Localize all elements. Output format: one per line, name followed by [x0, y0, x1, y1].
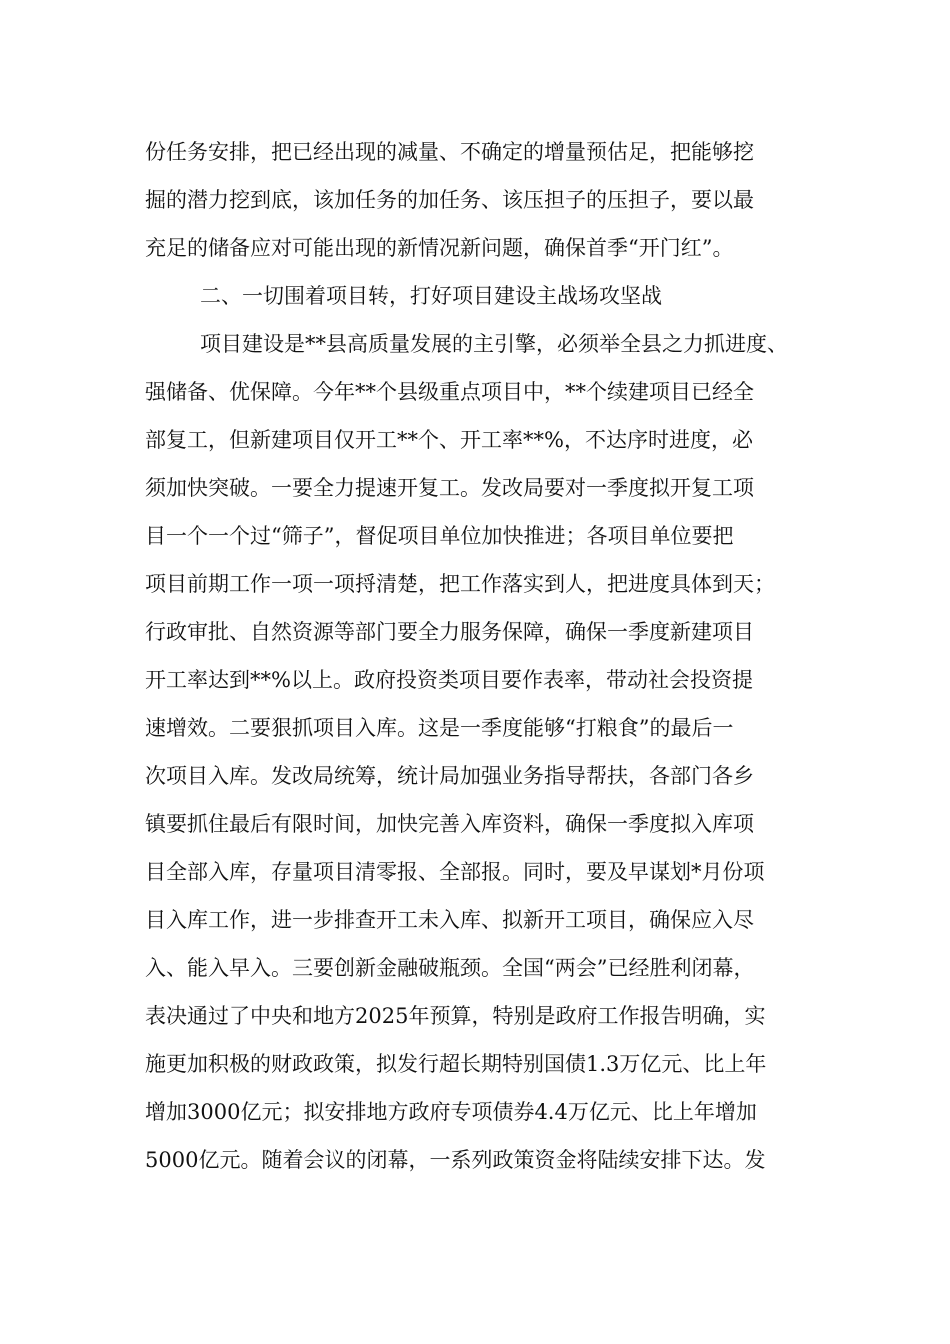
text-line: 5000亿元。随着会议的闭幕，一系列政策资金将陆续安排下达。发	[145, 1148, 766, 1172]
text-line: 项目前期工作一项一项捋清楚，把工作落实到人，把进度具体到天；	[145, 572, 775, 596]
text-line: 掘的潜力挖到底，该加任务的加任务、该压担子的压担子，要以最	[145, 188, 754, 212]
text-line: 增加3000亿元；拟安排地方政府专项债券4.4万亿元、比上年增加	[145, 1100, 757, 1124]
text-line: 速增效。二要狠抓项目入库。这是一季度能够“打粮食”的最后一	[145, 716, 734, 740]
text-line: 开工率达到**%以上。政府投资类项目要作表率，带动社会投资提	[145, 668, 753, 692]
text-line: 入、能入早入。三要创新金融破瓶颈。全国“两会”已经胜利闭幕，	[145, 956, 755, 980]
text-line: 次项目入库。发改局统筹，统计局加强业务指导帮扶，各部门各乡	[145, 764, 754, 788]
text-line: 份任务安排，把已经出现的减量、不确定的增量预估足，把能够挖	[145, 140, 754, 164]
text-line: 目入库工作，进一步排查开工未入库、拟新开工项目，确保应入尽	[145, 908, 754, 932]
text-line: 部复工，但新建项目仅开工**个、开工率**%，不达序时进度，必	[145, 428, 753, 452]
text-line: 施更加积极的财政政策，拟发行超长期特别国债1.3万亿元、比上年	[145, 1052, 767, 1076]
text-line: 项目建设是**县高质量发展的主引擎，必须举全县之力抓进度、	[200, 332, 788, 356]
section-heading: 二、一切围着项目转，打好项目建设主战场攻坚战	[200, 284, 662, 308]
text-line: 镇要抓住最后有限时间，加快完善入库资料，确保一季度拟入库项	[145, 812, 754, 836]
text-line: 须加快突破。一要全力提速开复工。发改局要对一季度拟开复工项	[145, 476, 754, 500]
text-line: 强储备、优保障。今年**个县级重点项目中，**个续建项目已经全	[145, 380, 754, 404]
text-line: 目一个一个过“筛子”，督促项目单位加快推进；各项目单位要把	[145, 524, 734, 548]
text-line: 充足的储备应对可能出现的新情况新问题，确保首季“开门红”。	[145, 236, 734, 260]
text-line: 表决通过了中央和地方2025年预算，特别是政府工作报告明确，实	[145, 1004, 766, 1028]
text-line: 目全部入库，存量项目清零报、全部报。同时，要及早谋划*月份项	[145, 860, 765, 884]
text-line: 行政审批、自然资源等部门要全力服务保障，确保一季度新建项目	[145, 620, 754, 644]
